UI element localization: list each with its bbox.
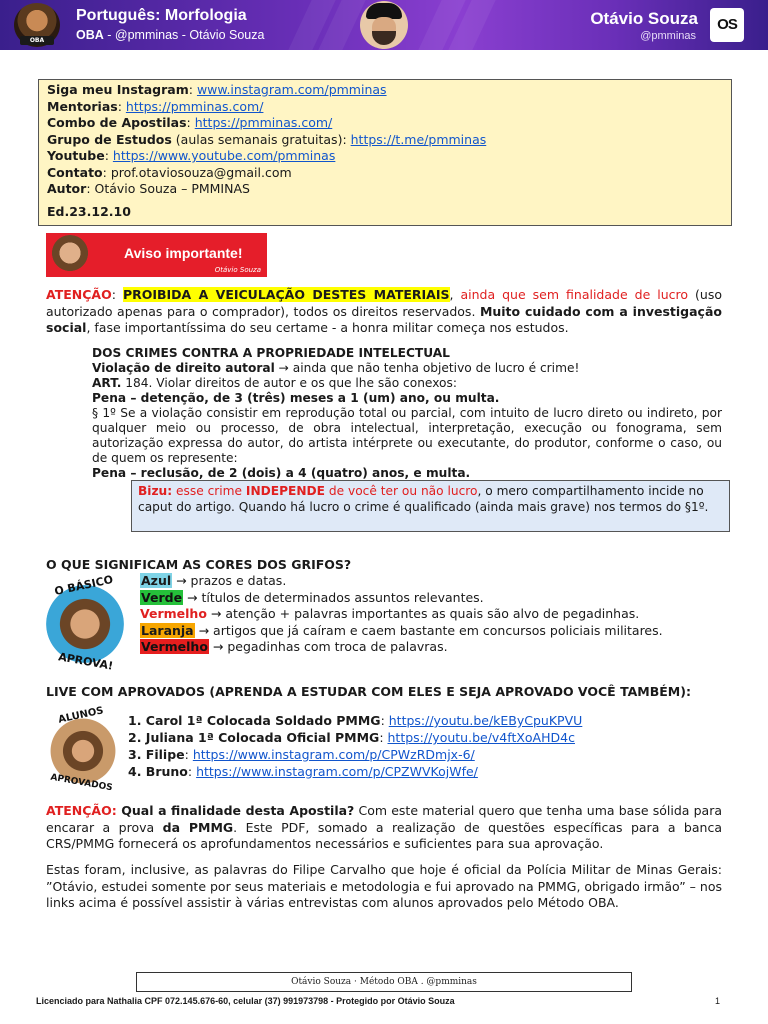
color-item-vermelho-bg: Vermelho → pegadinhas com troca de palavras. xyxy=(141,639,448,654)
color-item-verde: Verde → títulos de determinados assuntos relevantes. xyxy=(141,589,484,605)
license-text: Licenciado para Nathalia CPF 072.145.676-60, celular (37) 991973798 - Protegido por Otávio Souza xyxy=(36,996,455,1006)
info-mentorias: Mentorias: https://pmminas.com/ xyxy=(47,98,264,114)
live-link[interactable]: https://www.instagram.com/p/CPZWVKojWfe/ xyxy=(196,764,478,779)
cores-title: O QUE SIGNIFICAM AS CORES DOS GRIFOS? xyxy=(46,557,352,572)
crimes-section xyxy=(92,346,722,481)
art-line: ART. 184. Violar direitos de autor e os que lhe são conexos: xyxy=(92,376,457,390)
youtube-link[interactable]: https://www.youtube.com/pmminas xyxy=(112,148,336,163)
footer-box: Otávio Souza · Método OBA . @pmminas xyxy=(136,972,632,992)
live-title: LIVE COM APROVADOS (APRENDA A ESTUDAR COM ELES E SEJA APROVADO VOCÊ TAMBÉM): xyxy=(46,684,691,699)
pena1-line: Pena – detenção, de 3 (três) meses a 1 (um) ano, ou multa. xyxy=(92,391,500,405)
info-box xyxy=(38,79,732,226)
live-item: 4. Bruno: https://www.instagram.com/p/CPZWVKojWfe/ xyxy=(128,764,478,779)
brand-logo-icon: OS xyxy=(710,8,744,42)
live-item: 1. Carol 1ª Colocada Soldado PMMG: https://youtu.be/kEByCpuKPVU xyxy=(128,713,583,728)
atencao-paragraph: ATENÇÃO: PROIBIDA A VEICULAÇÃO DESTES MATERIAIS, ainda que sem finalidade de lucro (uso autorizado apenas para o comprador), todos os direitos reservados. Muito cuidado com a investigação social, fase importantíssima do seu certame - a honra militar começa nos estudos. xyxy=(46,287,722,335)
basico-aprova-badge-icon: O BÁSICO APROVA! xyxy=(46,585,124,663)
aviso-text: Aviso importante! xyxy=(124,245,243,261)
info-youtube: Youtube: https://www.youtube.com/pmminas xyxy=(47,148,336,163)
crimes-title: DOS CRIMES CONTRA A PROPRIEDADE INTELECTUAL xyxy=(92,346,450,360)
header-title: Português: Morfologia xyxy=(76,7,247,24)
info-autor: Autor: Otávio Souza – PMMINAS xyxy=(47,181,250,196)
live-list xyxy=(128,712,582,780)
finalidade-paragraph: ATENÇÃO: Qual a finalidade desta Apostila? Com este material quero que tenha uma base sólida para encarar a prova da PMMG. Este PDF, somado a realização de questões específicas para a banca CRS/PMMG fornecerá os aprofundamentos necessários e suficientes para sua aprovação. xyxy=(46,803,722,851)
logo-badge: OBA xyxy=(20,36,54,45)
pena2-line: Pena – reclusão, de 2 (dois) a 4 (quatro) anos, e multa. xyxy=(92,466,471,480)
instagram-link[interactable]: www.instagram.com/pmminas xyxy=(196,82,387,97)
cores-list xyxy=(140,573,663,656)
paragrafo-text: § 1º Se a violação consistir em reprodução total ou parcial, com intuito de lucro direto ou indireto, por qualquer meio ou processo, de obra intelectual, interpretação, execução ou fonograma, sem autorização expressa do autor, do artista intérprete ou executante, do produtor, conforme o caso, ou de quem os represente: xyxy=(92,406,722,465)
info-grupo: Grupo de Estudos (aulas semanais gratuitas): https://t.me/pmminas xyxy=(47,131,487,147)
grupo-link[interactable]: https://t.me/pmminas xyxy=(350,131,487,147)
page-number: 1 xyxy=(715,996,721,1006)
mascot-icon xyxy=(50,235,90,275)
violacao-line: Violação de direito autoral → ainda que não tenha objetivo de lucro é crime! xyxy=(92,361,580,375)
live-item: 3. Filipe: https://www.instagram.com/p/CPWzRDmjx-6/ xyxy=(128,747,475,762)
header-subtitle: OBA - @pmminas - Otávio Souza xyxy=(76,28,265,42)
alunos-aprovados-badge-icon: ALUNOS APROVADOS xyxy=(48,716,118,786)
live-link[interactable]: https://youtu.be/kEByCpuKPVU xyxy=(388,713,583,728)
author-name: Otávio Souza xyxy=(590,9,698,28)
bizu-box: Bizu: esse crime INDEPENDE de você ter ou não lucro, o mero compartilhamento incide no caput do artigo. Quando há lucro o crime é qualificado (ainda mais grave) nos termos do §1º. xyxy=(131,480,730,532)
info-contato: Contato: prof.otaviosouza@gmail.com xyxy=(47,164,292,180)
info-instagram: Siga meu Instagram: www.instagram.com/pmminas xyxy=(47,82,387,97)
author-handle: @pmminas xyxy=(640,30,696,42)
edition-label: Ed.23.12.10 xyxy=(47,203,131,219)
live-link[interactable]: https://www.instagram.com/p/CPWzRDmjx-6/ xyxy=(192,747,475,762)
header-banner xyxy=(0,0,768,50)
aviso-banner xyxy=(46,233,267,277)
color-item-azul: Azul → prazos e datas. xyxy=(141,573,287,588)
info-combo: Combo de Apostilas: https://pmminas.com/ xyxy=(47,115,333,130)
author-avatar xyxy=(360,1,408,49)
color-item-vermelho: Vermelho → atenção + palavras importantes as quais são alvo de pegadinhas. xyxy=(140,606,640,621)
mascot-logo-icon xyxy=(14,3,60,47)
mentorias-link[interactable]: https://pmminas.com/ xyxy=(125,98,264,114)
live-link[interactable]: https://youtu.be/v4ftXoAHD4c xyxy=(387,730,575,745)
live-item: 2. Juliana 1ª Colocada Oficial PMMG: https://youtu.be/v4ftXoAHD4c xyxy=(128,730,575,745)
combo-link[interactable]: https://pmminas.com/ xyxy=(194,115,333,130)
aviso-signature: Otávio Souza xyxy=(214,266,261,274)
closing-paragraph: Estas foram, inclusive, as palavras do Filipe Carvalho que hoje é oficial da Polícia Militar de Minas Gerais: ”Otávio, estudei somente por seus materiais e metodologia e fui aprovado na PMMG, obrigado irmão” – nos links acima é possível assistir à várias entrevistas com alunos aprovados pelo Método OBA. xyxy=(46,862,722,910)
color-item-laranja: Laranja → artigos que já caíram e caem bastante em concursos policiais militares. xyxy=(141,622,663,638)
